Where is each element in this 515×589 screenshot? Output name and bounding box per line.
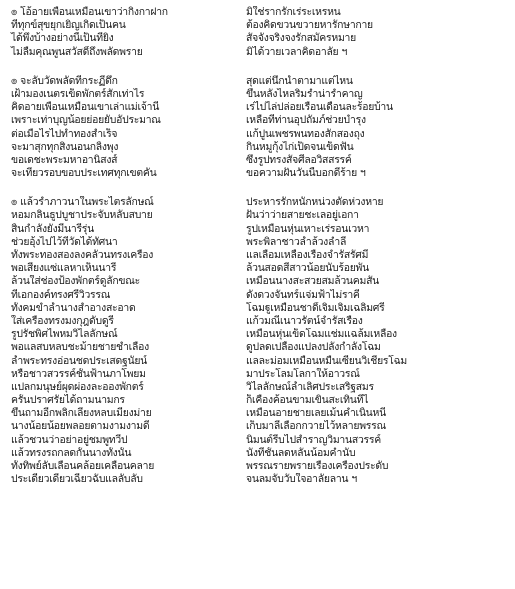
second-hemistich: นั่งที่ชั้นลดหลั่นน้อมคำนับ (246, 446, 356, 459)
second-hemistich: ต้องคิดขวนขวายหารักษากาย (246, 19, 373, 32)
first-hemistich: ๏ แล้วร่ำภาวนาในพระไตรลักษณ์ (11, 196, 154, 209)
first-hemistich: แปลกมนุษย์ผุดผ่องละอองพักตร์ (11, 380, 144, 393)
verse-line (0, 101, 515, 114)
verse-line (0, 196, 515, 209)
first-hemistich: ที่เอกองค์ทรงศรีวิวรรณ (11, 288, 111, 301)
first-hemistich: ช่วยอุ้งไปไว้ที่วัดได้ทัศนา (11, 235, 118, 248)
second-hemistich: ขึ้นหลังไหลริมร่ำน่ารำคาญ (246, 87, 363, 100)
first-hemistich: แล้วชวนว่าอย่าอยู่ชมพูทวีป (11, 433, 128, 446)
first-hemistich: ทั้งทิพย์ลับเลื่อนคล้อยเคลื่อนคลาย (11, 460, 155, 472)
verse-line (0, 167, 515, 180)
first-hemistich: คิดอายเพื่อนเหมือนเขาเล่าแม่เจ้านี่ (11, 101, 160, 114)
verse-line (0, 6, 515, 19)
first-hemistich: แล้วทรงรถกลดกั้นนางทั้งนั้น (11, 446, 132, 459)
verse-line (0, 302, 515, 315)
first-hemistich: ครั้นปราศรัยได้ถามนามกร (11, 394, 125, 407)
verse-line (0, 128, 515, 141)
first-hemistich: ที่ทุกข์สุขยุกเยิ่ญเกิดเป็นคน (11, 19, 126, 32)
second-hemistich: แก้วมณีเนาวรัตน์จำรัสเรือง (246, 314, 363, 327)
second-hemistich: กินหมูกุ้งไก่เป็ดจนเข็ดฟัน (246, 140, 354, 153)
verse-line (0, 434, 515, 447)
first-hemistich: ๏ โอ้อายเพื่อนเหมือนเขาว่ากิ่งกาฝาก (11, 6, 168, 18)
first-hemistich: หรือชาวสวรรค์ชั้นฟ้านภาโพยม (11, 367, 146, 380)
verse-line (0, 473, 515, 486)
second-hemistich: สุดแต่นึกน้ำตามาแต่ไหน (246, 74, 353, 87)
second-hemistich: มิได้วายเวลาคิดอาลัย ฯ (246, 45, 348, 58)
verse-line (0, 236, 515, 249)
second-hemistich: วิไลลักษณ์ล้ำเลิศประเสริฐสมร (246, 380, 374, 393)
first-hemistich: ทั้งพระทองสองลงคลัวนทรงเครื่อง (11, 249, 154, 261)
verse-line (0, 114, 515, 127)
second-hemistich: เหลือที่ท่านอุปถัมภ์ช่วยบำรุง (246, 114, 366, 127)
verse-line (0, 46, 515, 59)
second-hemistich: ซึ่งรูปทรงสัจศีลอวิสสรรค์ (246, 153, 352, 166)
second-hemistich: พรรณรายพรายเรืองเครื่องประดับ (246, 460, 389, 472)
second-hemistich: รูปเหมือนหุ่นเหาะเร่รอนเวหา (246, 222, 370, 235)
verse-line (0, 447, 515, 460)
second-hemistich: ดูปลดเปลื้องแปลงปลั่งกำลังโฉม (246, 341, 381, 354)
verse-line (0, 19, 515, 32)
verse-line (0, 315, 515, 328)
verse-line (0, 141, 515, 154)
second-hemistich: แก้ปูนเพชรพนทองสักสองถุง (246, 127, 365, 140)
second-hemistich: แลเลื่อมเหลืองเรืองจำรัสรัศมี (246, 249, 369, 261)
first-hemistich: เฝ้ามองเนตรเข็ดพักตร์สักเท่าไร (11, 87, 145, 100)
first-hemistich: พอแลสบหลบชะม้ายชายชำเลือง (11, 341, 149, 354)
second-hemistich: ดังดวงจันทร์แจ่มฟ้าไม่ราคี (246, 288, 360, 301)
first-hemistich: ล้ำพระทรงอ่อนชดประเสดฐนัยน์ (11, 354, 148, 367)
verse-line (0, 394, 515, 407)
first-hemistich: ๏ จะลับวัดพลัดที่กระฏีดึก (11, 74, 118, 87)
second-hemistich: เหมือนอายชายเลยเม้นคำเนิ้นหนี (246, 407, 386, 420)
verse-line (0, 355, 515, 368)
verse-line (0, 262, 515, 275)
second-hemistich: เหมือนหุ่นเข็ดโฉมแช่มแฉล้มเหลือง (246, 328, 397, 341)
second-hemistich: ล้วนสอดสีสาวน้อยนับร้อยพัน (246, 262, 369, 275)
first-hemistich: ใส่เครื่องทรงมงกุฎดับดูรี (11, 314, 114, 327)
first-hemistich: ไม่ลืมคุณพูนสวัสดิ์ถึงพลัดพราย (11, 45, 143, 58)
second-hemistich: ก็เคืองค้อนขามเขินสะเทินทีไ (246, 394, 369, 407)
second-hemistich: โฉมฐูเหมือนชาดิ์เจิมเจิมเฉลิมศรี (246, 301, 385, 314)
verse-line (0, 407, 515, 420)
stanza (0, 6, 515, 59)
second-hemistich: มาประโลมโลกาให้อาวรณ์ (246, 367, 360, 380)
first-hemistich: ทั้งคมขำล้ำนางสำอางสะอาด (11, 301, 136, 314)
verse-line (0, 328, 515, 341)
first-hemistich: รูปรัชพิศไพหมวิไลลักษณ์ (11, 328, 118, 341)
second-hemistich: ประหารรักหนักหน่วงตัดห่วงหาย (246, 196, 384, 209)
second-hemistich: ขอความฝันวันนี้บอกดีร้าย ฯ (246, 167, 366, 180)
verse-line (0, 249, 515, 262)
verse-line (0, 209, 515, 222)
first-hemistich: นางน้อยน้อยพลอยตามงามงามดี (11, 420, 150, 433)
second-hemistich: พระพิลาชาวล้ำล้วงลำลี (246, 235, 347, 248)
poem (0, 6, 515, 486)
second-hemistich: ฝันว่าว่ายสายชะเลอยู่เอกา (246, 209, 359, 222)
first-hemistich: จะมาสุกทุกสิ่งนอนกลิ้งพุง (11, 140, 119, 153)
second-hemistich: เก็บมาลีเลือกกวายไว้หลายพรรณ (246, 420, 386, 433)
verse-line (0, 341, 515, 354)
first-hemistich: เพราะเท่าบุญน้อยย่อยยับอัประมาณ (11, 114, 161, 127)
stanza (0, 75, 515, 181)
verse-line (0, 289, 515, 302)
first-hemistich: ต่อเมื่อไรไปทำทองสำเร็จ (11, 127, 118, 140)
first-hemistich: พอเสียงแซ่แลหาเห็นนารี (11, 262, 117, 275)
verse-line (0, 460, 515, 473)
verse-line (0, 368, 515, 381)
first-hemistich: หอมกลิ่นธูปบูชาประจับหลับสบาย (11, 209, 153, 222)
first-hemistich: ได้พึ่งบ้างอย่างนี้เป็นที่ยิ่ง (11, 32, 114, 45)
verse-line (0, 420, 515, 433)
verse-line (0, 381, 515, 394)
stanza (0, 196, 515, 486)
second-hemistich: แลละม่อมเหมือนหมื่นเซียนวิเชียรโฉม (246, 354, 408, 367)
second-hemistich: มิใช่รากรักเร่ระเหรหน (246, 6, 341, 18)
second-hemistich: นิมนต์รีบไปสำราญวิมานสวรรค์ (246, 433, 381, 446)
verse-line (0, 154, 515, 167)
second-hemistich: เร่ไปไล่ปล่อยเรือนเดือนละร้อยบ้าน (246, 101, 393, 114)
first-hemistich: ประเดี๋ยวเดียวเฉียวฉับแลลับลับ (11, 473, 143, 486)
verse-line (0, 75, 515, 88)
verse-line (0, 88, 515, 101)
first-hemistich: ล้วนใส่ช่องป้องพักตร์ดูลักขณะ (11, 275, 140, 288)
second-hemistich: สัจจังจริงจงรักสมัครหมาย (246, 32, 356, 45)
verse-line (0, 275, 515, 288)
first-hemistich: จะเที่ยวรอบขอบประเทศทุกเขตคัน (11, 167, 157, 180)
verse-line (0, 32, 515, 45)
second-hemistich: เหมือนนางสะสวยสมล้วนคมสัน (246, 275, 380, 288)
first-hemistich: ขึ้นถามอีกพลิกเลี่ยงหลบเมียงม่าย (11, 407, 152, 420)
second-hemistich: จนลมจับวับใจอาลัยลาน ฯ (246, 473, 357, 486)
first-hemistich: สิ้นกำลังยังมีนารีรุ่น (11, 222, 94, 235)
verse-line (0, 223, 515, 236)
first-hemistich: ขอเดชะพระมหาอานิสงส์ (11, 153, 118, 166)
